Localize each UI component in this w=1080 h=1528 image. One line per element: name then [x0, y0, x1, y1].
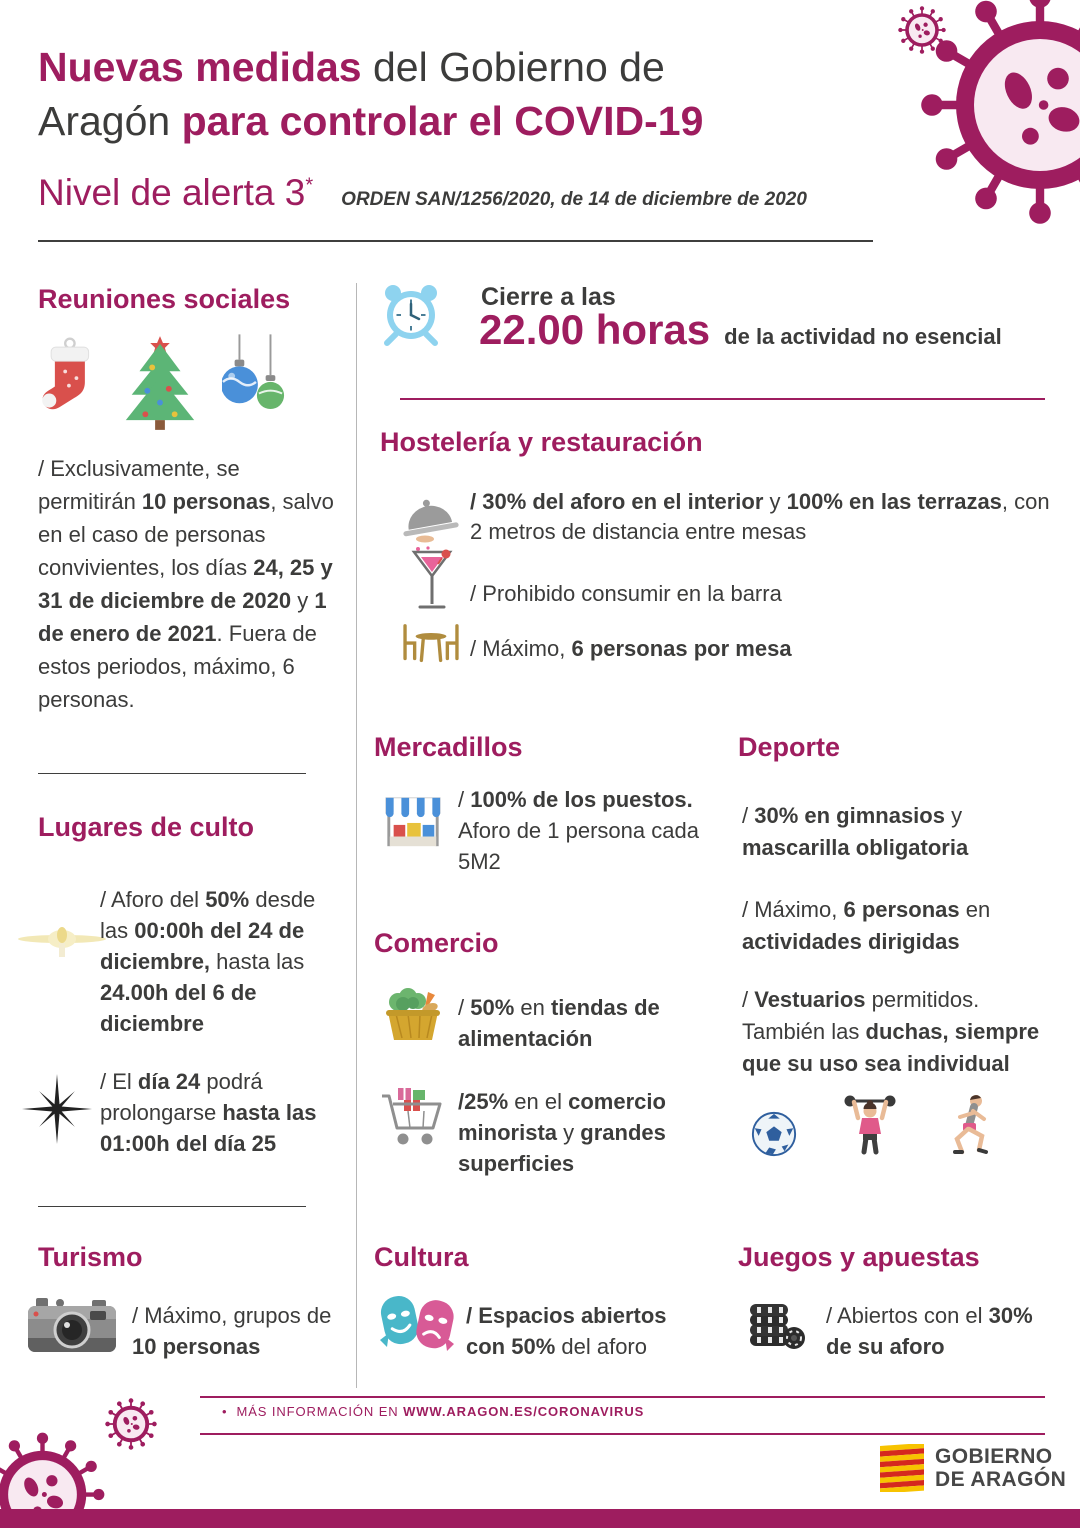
hosteleria-item-3: / Máximo, 6 personas por mesa: [470, 636, 792, 661]
section-title-hosteleria: Hostelería y restauración: [380, 427, 703, 457]
hosteleria-item-1: / 30% del aforo en el interior y 100% en las terrazas, con 2 metros de distancia entre mesas: [470, 489, 1050, 544]
logo-line-1: GOBIERNO: [935, 1445, 1053, 1468]
section-title-cultura: Cultura: [374, 1242, 469, 1272]
market-stall-icon: [382, 792, 444, 852]
camera-icon: [26, 1292, 118, 1356]
turismo-item: / Máximo, grupos de 10 personas: [132, 1303, 332, 1359]
deporte-item-1: / 30% en gimnasios y mascarilla obligatoria: [742, 803, 969, 860]
title-plain-1: del Gobierno de: [361, 44, 665, 90]
section-title-turismo: Turismo: [38, 1242, 143, 1272]
left-divider-1: [38, 773, 306, 774]
alarm-clock-icon: [378, 281, 444, 347]
logo-line-2: DE ARAGÓN: [935, 1468, 1067, 1491]
footer-info-url: WWW.ARAGON.ES/CORONAVIRUS: [403, 1404, 645, 1419]
deporte-item-2: / Máximo, 6 personas en actividades dirigidas: [742, 897, 991, 954]
aragon-flag-icon: [880, 1444, 924, 1492]
shopping-cart-icon: [378, 1082, 450, 1152]
soccer-ball-icon: [750, 1110, 798, 1158]
poker-chips-icon: [748, 1290, 806, 1352]
section-title-comercio: Comercio: [374, 928, 499, 958]
sports-icons: [750, 1092, 998, 1158]
order-reference: ORDEN SAN/1256/2020, de 14 de diciembre de 2020: [341, 189, 807, 210]
curfew-time: 22.00 horas: [479, 306, 711, 353]
mercadillos-item: / 100% de los puestos. Aforo de 1 persona cada 5M2: [458, 787, 699, 874]
footer-rule-bottom: [200, 1433, 1045, 1435]
title-plain-2: Aragón: [38, 98, 182, 144]
header-rule: [38, 240, 873, 242]
deporte-item-3: / Vestuarios permitidos. También las duchas, siempre que su uso sea individual: [742, 987, 1040, 1076]
section-title-culto: Lugares de culto: [38, 812, 255, 842]
theater-masks-icon: [378, 1290, 456, 1354]
baubles-icon: [222, 334, 286, 424]
section-title-juegos: Juegos y apuestas: [738, 1242, 980, 1272]
logo-text: [935, 1445, 1066, 1491]
section-title-reuniones: Reuniones sociales: [38, 284, 291, 314]
weightlifter-icon: [840, 1092, 900, 1158]
comercio-item-1: / 50% en tiendas de alimentación: [458, 995, 660, 1051]
coronavirus-icon: [105, 1398, 157, 1450]
alert-level-row: [38, 172, 807, 214]
footer-bullet: •: [222, 1404, 228, 1419]
section-title-deporte: Deporte: [738, 732, 841, 762]
title-accent-1: Nuevas medidas: [38, 44, 362, 90]
section-title-mercadillos: Mercadillos: [374, 732, 523, 762]
coronavirus-icon: [920, 0, 1080, 225]
footer-rule-top: [200, 1396, 1045, 1398]
runner-icon: [942, 1092, 998, 1158]
christmas-tree-icon: [118, 334, 202, 432]
curfew-rule: [400, 398, 1045, 400]
hosteleria-item-2: / Prohibido consumir en la barra: [470, 581, 782, 606]
column-divider: [356, 283, 357, 1388]
title-accent-2: para controlar el COVID-19: [181, 98, 704, 144]
christmas-stocking-icon: [38, 334, 98, 424]
curfew-intro: Cierre a las: [481, 283, 616, 311]
bottom-bar: [0, 1509, 1080, 1528]
culto-item-1: / Aforo del 50% desde las 00:00h del 24 de diciembre, hasta las 24.00h del 6 de diciembre: [100, 887, 316, 1036]
left-divider-2: [38, 1206, 306, 1207]
table-chairs-icon: [396, 620, 466, 670]
curfew-scope: de la actividad no esencial: [724, 324, 1002, 349]
gobierno-aragon-logo: [880, 1444, 1066, 1492]
sparkle-star-icon: [22, 1074, 92, 1144]
serving-dish-icon: [398, 488, 460, 544]
christmas-icons: [38, 334, 286, 432]
alert-asterisk: *: [305, 174, 314, 197]
curfew-line: [479, 306, 1002, 354]
page-title: [38, 40, 938, 148]
footer-info: [222, 1404, 644, 1419]
culto-item-2: / El día 24 podrá prolongarse hasta las 01:00h del día 25: [100, 1069, 317, 1156]
cultura-item: / Espacios abiertos con 50% del aforo: [466, 1303, 667, 1359]
reuniones-text: / Exclusivamente, se permitirán 10 personas, salvo en el caso de personas convivientes, los días 24, 25 y 31 de diciembre de 2020 y 1 de enero de 2021. Fuera de estos periodos, máximo, 6 personas.: [38, 456, 334, 712]
footer-info-prefix: MÁS INFORMACIÓN EN: [236, 1404, 404, 1419]
candle-glow-icon: [16, 912, 108, 964]
comercio-item-2: /25% en el comercio minorista y grandes superficies: [458, 1089, 666, 1176]
juegos-item: / Abiertos con el 30% de su aforo: [826, 1303, 1033, 1359]
alert-level: Nivel de alerta 3*: [38, 172, 314, 213]
grocery-basket-icon: [382, 986, 444, 1044]
cocktail-icon: [408, 546, 456, 616]
